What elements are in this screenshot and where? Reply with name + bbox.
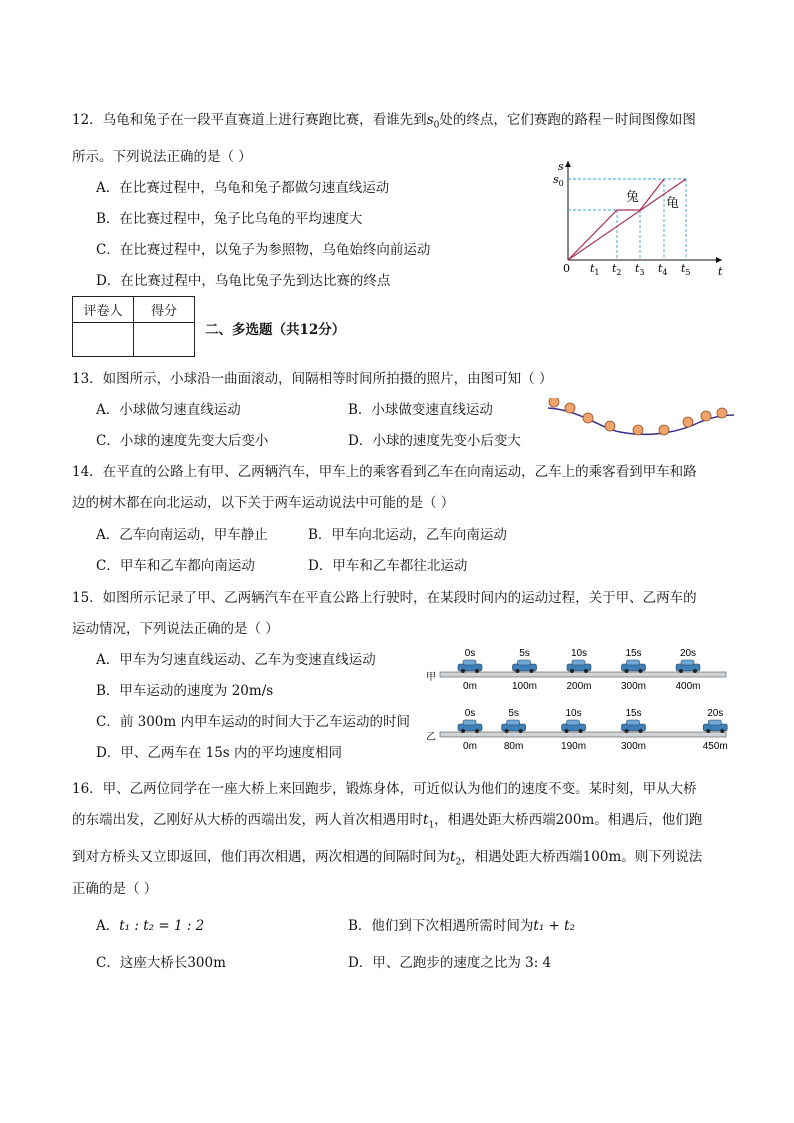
q15-car-a-car <box>622 660 646 673</box>
q14-stem-line2: 边的树木都在向北运动，以下关于两车运动说法中可能的是（ ） <box>72 495 455 511</box>
q13-ball <box>565 403 575 413</box>
score-table-grader-cell[interactable] <box>73 323 134 357</box>
q16-stem-line4: 正确的是（ ） <box>72 881 158 897</box>
q14-stem-line1: 14．在平直的公路上有甲、乙两辆汽车，甲车上的乘客看到乙车在向南运动，乙车上的乘客看到甲车和路 <box>72 464 697 480</box>
q15-car-b-position-label: 450m <box>702 741 728 752</box>
q15-car-a-car <box>513 660 537 673</box>
q15-car-a-position-label: 300m <box>620 681 647 692</box>
q15-car-a-time-label: 20s <box>679 648 697 659</box>
q13-ball-curve-figure <box>540 398 736 446</box>
q12-stem-line2: 所示。下列说法正确的是（ ） <box>72 149 252 165</box>
q16-stem-line2: 的东端出发，乙刚好从大桥的西端出发，两人首次相遇用时$t_1$，相遇处距大桥西端200m。相遇后，他们跑 <box>72 812 703 831</box>
q12-option-a: A．在比赛过程中，乌龟和兔子都做匀速直线运动 <box>96 180 390 196</box>
q14-option-a: A．乙车向南运动，甲车静止 <box>96 527 268 543</box>
q16-option-d: D．甲、乙跑步的速度之比为 3: 4 <box>348 955 552 971</box>
q15-car-b-time-label: 15s <box>625 708 642 719</box>
q12-rabbit-line <box>568 179 664 260</box>
q16-stem-line1: 16．甲、乙两位同学在一座大桥上来回跑步，锻炼身体，可近似认为他们的速度不变。某时刻，甲从大桥 <box>72 781 697 797</box>
q12-option-b: B．在比赛过程中，兔子比乌龟的平均速度大 <box>96 211 363 227</box>
q12-option-d: D．在比赛过程中，乌龟比兔子先到达比赛的终点 <box>96 273 391 289</box>
q15-car-a-time-label: 5s <box>519 648 530 659</box>
q13-ball <box>549 398 559 407</box>
q15-option-c: C．前 300m 内甲车运动的时间大于乙车运动的时间 <box>96 714 410 730</box>
q15-car-a-position-label: 200m <box>566 681 592 692</box>
q12-s0-var: s <box>426 112 434 128</box>
q13-ball <box>717 408 727 418</box>
q15-car-b-position-label: 80m <box>503 741 524 752</box>
q15-car-b-position-label: 190m <box>561 741 587 752</box>
q15-car-b-car <box>562 720 586 733</box>
q13-stem: 13．如图所示，小球沿一曲面滚动，间隔相等时间所拍摄的照片，由图可知（ ） <box>72 371 553 387</box>
score-table-header-grader: 评卷人 <box>73 297 134 323</box>
q12-option-c: C．在比赛过程中，以兔子为参照物，乌龟始终向前运动 <box>96 242 431 258</box>
q15-car-b-position-label: 0m <box>463 741 477 752</box>
q15-road-a <box>440 672 726 677</box>
q13-ball <box>583 413 593 423</box>
q15-car-a-position-label: 400m <box>675 681 701 692</box>
q12-tick-t3: $t_3$ <box>635 262 645 277</box>
q12-tick-t4: $t_4$ <box>658 262 668 277</box>
q15-road-b <box>440 732 726 737</box>
q15-car-a-time-label: 10s <box>570 648 588 659</box>
q15-car-b-car <box>458 720 482 733</box>
score-table-header-score: 得分 <box>134 297 195 323</box>
q15-car-b-position-label: 300m <box>620 741 647 752</box>
q15-car-b-car <box>703 720 727 733</box>
q12-s0-label: $s_0$ <box>553 173 564 188</box>
q14-option-b: B．甲车向北运动，乙车向南运动 <box>308 527 507 543</box>
q12-stem-line1: 12．乌龟和兔子在一段平直赛道上进行赛跑比赛，看谁先到$s_0$处的终点，它们赛跑的路程－时间图像如图 <box>72 112 696 131</box>
q15-car-a-time-label: 0s <box>464 648 476 659</box>
q16-stem-line3: 到对方桥头又立即返回，他们再次相遇，两次相遇的间隔时间为$t_2$，相遇处距大桥西端100m。则下列说法 <box>72 849 703 868</box>
q15-car-a-position-label: 0m <box>463 681 477 692</box>
q15-car-b-time-label: 10s <box>565 708 582 719</box>
q15-car-b-time-label: 5s <box>508 708 519 719</box>
q12-rabbit-label: 兔 <box>626 190 640 205</box>
q15-car-a-car <box>458 660 482 673</box>
section-title-multiple-choice: 二、多选题（共12分） <box>205 322 346 338</box>
q15-stem-line1: 15．如图所示记录了甲、乙两辆汽车在平直公路上行驶时，在某段时间内的运动过程，关于甲、乙两车的 <box>72 590 697 606</box>
q15-stem-line2: 运动情况，下列说法正确的是（ ） <box>72 621 279 637</box>
q15-option-a: A．甲车为匀速直线运动、乙车为变速直线运动 <box>96 652 376 668</box>
q15-car-b-time-label: 20s <box>707 708 724 719</box>
q12-st-graph <box>550 155 730 280</box>
q14-option-c: C．甲车和乙车都向南运动 <box>96 558 255 574</box>
q13-option-b: B．小球做变速直线运动 <box>348 402 493 418</box>
q13-ball <box>633 425 643 435</box>
q15-option-d: D．甲、乙两车在 15s 内的平均速度相同 <box>96 745 343 761</box>
q12-tick-t1: $t_1$ <box>590 262 600 277</box>
q13-ball <box>701 411 711 421</box>
q15-car-a-car <box>676 660 700 673</box>
q15-option-b: B．甲车运动的速度为 20m/s <box>96 683 274 699</box>
q13-option-c: C．小球的速度先变大后变小 <box>96 433 269 449</box>
q12-s-label: s <box>558 160 564 173</box>
q16-option-b: B．他们到下次相遇所需时间为t₁ + t₂ <box>348 918 575 934</box>
q15-car-a-time-label: 15s <box>625 648 642 659</box>
q15-car-a-position-label: 100m <box>511 681 538 692</box>
q14-option-d: D．甲车和乙车都往北运动 <box>308 558 468 574</box>
q13-ball <box>659 425 669 435</box>
q15-cars-figure <box>424 646 730 758</box>
q16-option-c: C．这座大桥长300m <box>96 955 226 971</box>
score-table <box>72 296 195 357</box>
q12-tick-t5: $t_5$ <box>681 262 691 277</box>
q16-option-a: A．t₁ : t₂ = 1 : 2 <box>96 918 205 934</box>
q13-ball <box>683 417 693 427</box>
q13-option-d: D．小球的速度先变小后变大 <box>348 433 521 449</box>
q12-origin-label: 0 <box>563 262 570 275</box>
q12-turtle-label: 龟 <box>666 196 680 211</box>
q15-car-a-label: 甲 <box>426 672 436 683</box>
score-table-score-cell[interactable] <box>134 323 195 357</box>
q12-tick-t2: $t_2$ <box>612 262 622 277</box>
q13-ball <box>605 421 615 431</box>
q12-t-label: t <box>718 265 723 278</box>
q15-car-b-car <box>502 720 526 733</box>
q15-car-b-label: 乙 <box>426 732 436 743</box>
q15-car-b-time-label: 0s <box>464 708 476 719</box>
q15-car-a-car <box>567 660 591 673</box>
q15-car-b-car <box>622 720 646 733</box>
q13-option-a: A．小球做匀速直线运动 <box>96 402 241 418</box>
